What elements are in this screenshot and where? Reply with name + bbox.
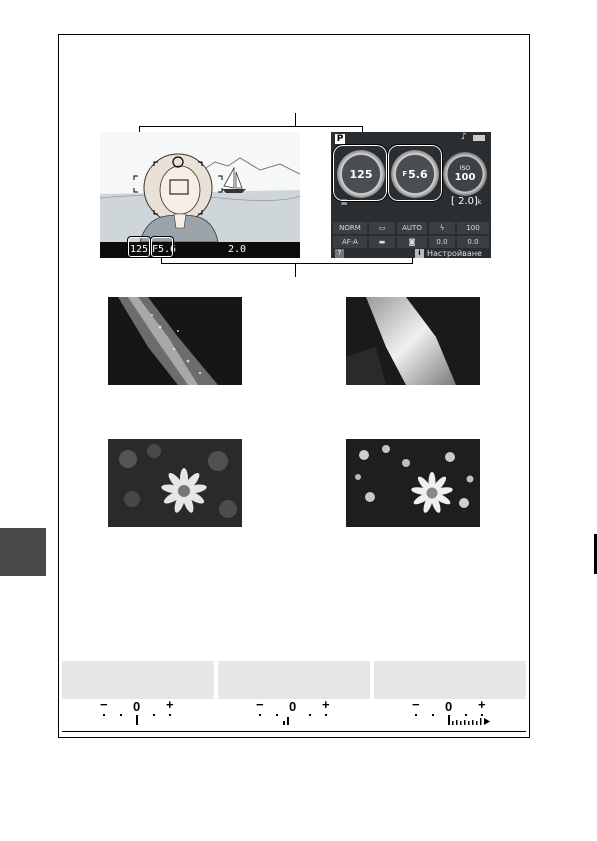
photo-flowers-narrow-aperture: [346, 439, 480, 527]
info-exposure-comp-value: [ 2.0]: [451, 196, 478, 207]
flash-comp-cell: 0.0: [429, 236, 455, 248]
exp-comp-cell: 0.0: [457, 236, 489, 248]
grid-icon: ▦: [341, 198, 348, 206]
table-header-cell-3: [374, 661, 526, 699]
viewfinder-shutter: 125: [130, 244, 149, 255]
callout-bottom-stem: [295, 263, 296, 277]
quality-cell: NORM: [333, 222, 367, 234]
flash-icon: ϟ: [439, 224, 445, 232]
flowers-wide-aperture-image: [108, 439, 242, 527]
shutter-dial-highlight: [333, 145, 387, 201]
aperture-dial-value: 5.6: [408, 167, 428, 181]
af-area-icon: ▬: [378, 238, 386, 246]
callout-top-stem: [295, 113, 296, 127]
area-mode-cell: [369, 236, 395, 248]
settings-label: Настройване: [427, 249, 482, 258]
scale-2-plus: +: [322, 697, 330, 712]
af-mode-cell: AF-A: [333, 236, 367, 248]
scale-1-graphic: [62, 701, 214, 731]
help-icon: ?: [335, 249, 344, 258]
viewfinder-shutter-highlight: [128, 237, 150, 257]
table-bottom-rule: [62, 731, 526, 732]
info-button-icon: i: [415, 249, 424, 258]
scale-3-minus: −: [412, 697, 420, 712]
scale-2-zero: 0: [289, 699, 297, 714]
iso-cell: 100: [457, 222, 489, 234]
metering-icon: ◙: [408, 238, 416, 246]
scale-cell-3: [374, 697, 526, 731]
release-mode-icon: ▭: [378, 224, 386, 232]
scale-2-graphic: [218, 701, 370, 731]
scale-1-minus: −: [100, 697, 108, 712]
waterfall-fast-image: [108, 297, 242, 385]
table-header-cell-1: [62, 661, 214, 699]
scale-1-zero: 0: [133, 699, 141, 714]
shutter-dial-value: 125: [349, 167, 373, 181]
viewfinder-aperture-highlight: [151, 237, 173, 257]
table-header-cell-2: [218, 661, 370, 699]
iso-label: ISO: [459, 165, 471, 172]
battery-icon: [473, 135, 485, 141]
flash-cell: [429, 222, 455, 234]
release-mode-cell: [369, 222, 395, 234]
aperture-dial-prefix: F: [402, 170, 408, 178]
photo-flowers-wide-aperture: [108, 439, 242, 527]
scale-3-plus: +: [478, 697, 486, 712]
iso-auto-cell: AUTO: [397, 222, 427, 234]
callout-top-bar: [139, 126, 363, 127]
photo-waterfall-fast-shutter: [108, 297, 242, 385]
viewfinder-aperture: F5.6: [152, 244, 177, 255]
viewfinder-scene-drawing: [100, 132, 300, 242]
exposure-indicator-table: [62, 661, 526, 733]
scale-2-minus: −: [256, 697, 264, 712]
iso-dial: [443, 152, 487, 196]
viewfinder-exposure-comp: 2.0: [228, 244, 247, 255]
settings-grid: [331, 206, 491, 258]
scale-cell-1: [62, 697, 214, 731]
photo-waterfall-slow-shutter: [346, 297, 480, 385]
scale-3-zero: 0: [445, 699, 453, 714]
status-bar: [401, 132, 485, 142]
callout-bottom-bar: [161, 263, 413, 264]
chapter-tab: [0, 528, 46, 576]
scale-1-plus: +: [166, 697, 174, 712]
info-exposure-comp-suffix: k: [477, 199, 482, 206]
scale-3-graphic: [374, 701, 526, 731]
iso-value: 100: [454, 172, 476, 183]
viewfinder-scene: [100, 132, 300, 242]
scale-cell-2: [218, 697, 370, 731]
metering-cell: [397, 236, 427, 248]
flowers-narrow-aperture-image: [346, 439, 480, 527]
aperture-dial-highlight: [388, 145, 442, 201]
music-note-icon: ♪: [461, 132, 467, 142]
waterfall-slow-image: [346, 297, 480, 385]
mode-badge: P: [336, 134, 344, 144]
